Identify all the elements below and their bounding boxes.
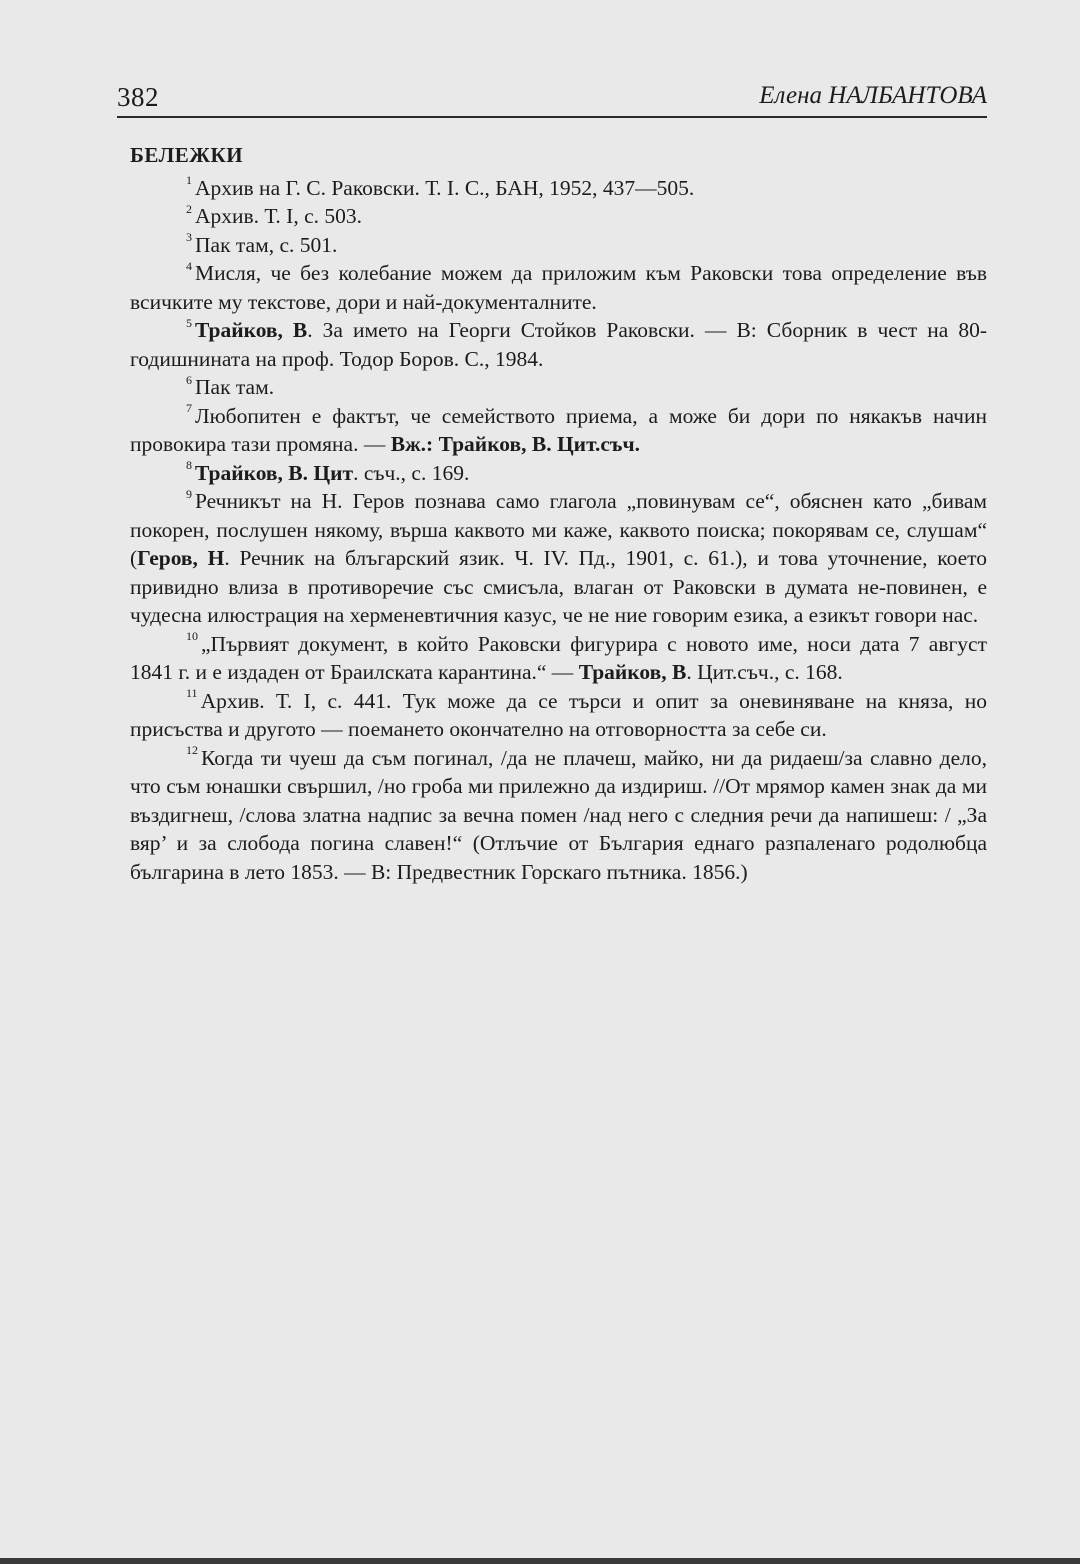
note-number: 5	[186, 315, 192, 330]
note-4	[130, 259, 987, 316]
note-number: 8	[186, 458, 192, 473]
running-head-author: Елена НАЛБАНТОВА	[759, 82, 987, 109]
note-text: . Речник на блъгарский язик. Ч. IV. Пд., 1901, с. 61.), и това уточнение, което привидно влиза в противоречие със смисъла, влаган от Раковски в думата не-повинен, е чудесна илюстрация на херменевтичния казус, че не ние говорим езика, а езикът говори нас.	[130, 546, 987, 627]
note-text: Архив на Г. С. Раковски. Т. I. С., БАН, 1952, 437—505.	[195, 175, 695, 200]
note-text-bold: Трайков, В. Цит	[195, 460, 354, 485]
note-5	[130, 316, 987, 373]
note-6	[130, 373, 987, 402]
note-text-bold: Геров, Н	[137, 546, 225, 570]
note-text-bold: Трайков, В	[195, 318, 308, 342]
note-12	[130, 744, 987, 887]
note-text: Пак там, с. 501.	[195, 232, 338, 257]
note-1	[130, 174, 987, 203]
header-rule	[117, 116, 987, 118]
note-8	[130, 459, 987, 488]
notes-heading: БЕЛЕЖКИ	[130, 143, 244, 167]
note-number: 10	[186, 629, 198, 644]
note-number: 1	[186, 173, 192, 188]
scan-bottom-edge	[0, 1558, 1080, 1564]
note-number: 3	[186, 230, 192, 245]
note-number: 2	[186, 201, 192, 216]
page-number: 382	[117, 82, 159, 112]
note-number: 12	[186, 743, 198, 758]
note-text: Речникът на Н. Геров познава само глагола „повинувам се“, обяснен като „бивам покорен, послушен някому, върша каквото ми каже, каквото поиска; покорявам се, слушам“ (	[130, 489, 987, 570]
notes-section	[130, 141, 987, 886]
note-text: Мисля, че без колебание можем да приложим към Раковски това определение във всичките му текстове, дори и най-документалните.	[130, 261, 987, 314]
note-2	[130, 202, 987, 231]
note-number: 6	[186, 372, 192, 387]
note-text: . съч., с. 169.	[353, 460, 470, 485]
note-number: 11	[186, 686, 198, 701]
note-text: Когда ти чуеш да съм погинал, /да не плачеш, майко, ни да ридаеш/за славно дело, что съм юнашки свършил, /но гроба ми прилежно да издириш. //От мрямор камен знак да ми въздигнеш, /слова златна надпис за вечна помен /над него с следния речи да напишеш: / „За вяр’ и за слобода погина славен!“ (Отлъчие от България еднаго разпаленаго родолюбца българина в лето 1853. — В: Предвестник Горскаго пътника. 1856.)	[130, 745, 987, 884]
note-text: „Първият документ, в който Раковски фигурира с новото име, носи дата 7 август 1841 г. и е издаден от Браилската карантина.“ —	[130, 631, 987, 684]
note-text: Любопитен е фактът, че семейството приема, а може би дори по някакъв начин провокира тази промяна. —	[130, 403, 987, 456]
note-number: 9	[186, 486, 192, 501]
note-text: . Цит.съч., с. 168.	[686, 660, 843, 684]
note-10	[130, 630, 987, 687]
note-text: . За името на Георги Стойков Раковски. — В: Сборник в чест на 80-годишнината на проф. Тодор Боров. С., 1984.	[130, 318, 988, 371]
note-9	[130, 487, 987, 630]
note-text: Пак там.	[195, 375, 275, 399]
note-number: 4	[186, 258, 192, 273]
note-number: 7	[186, 401, 192, 416]
note-3	[130, 231, 987, 260]
note-text-bold: Вж.: Трайков, В. Цит.съч.	[390, 432, 640, 456]
note-7	[130, 402, 987, 459]
page-header	[117, 80, 987, 120]
note-text: Архив. Т. I, с. 441. Тук може да се търси и опит за оневиняване на княза, но присъства и другото — поемането окончателно на отговорността за себе си.	[130, 688, 987, 741]
note-11	[130, 687, 987, 744]
note-text-bold: Трайков, В	[578, 660, 687, 684]
note-text: Архив. Т. I, с. 503.	[195, 204, 362, 228]
